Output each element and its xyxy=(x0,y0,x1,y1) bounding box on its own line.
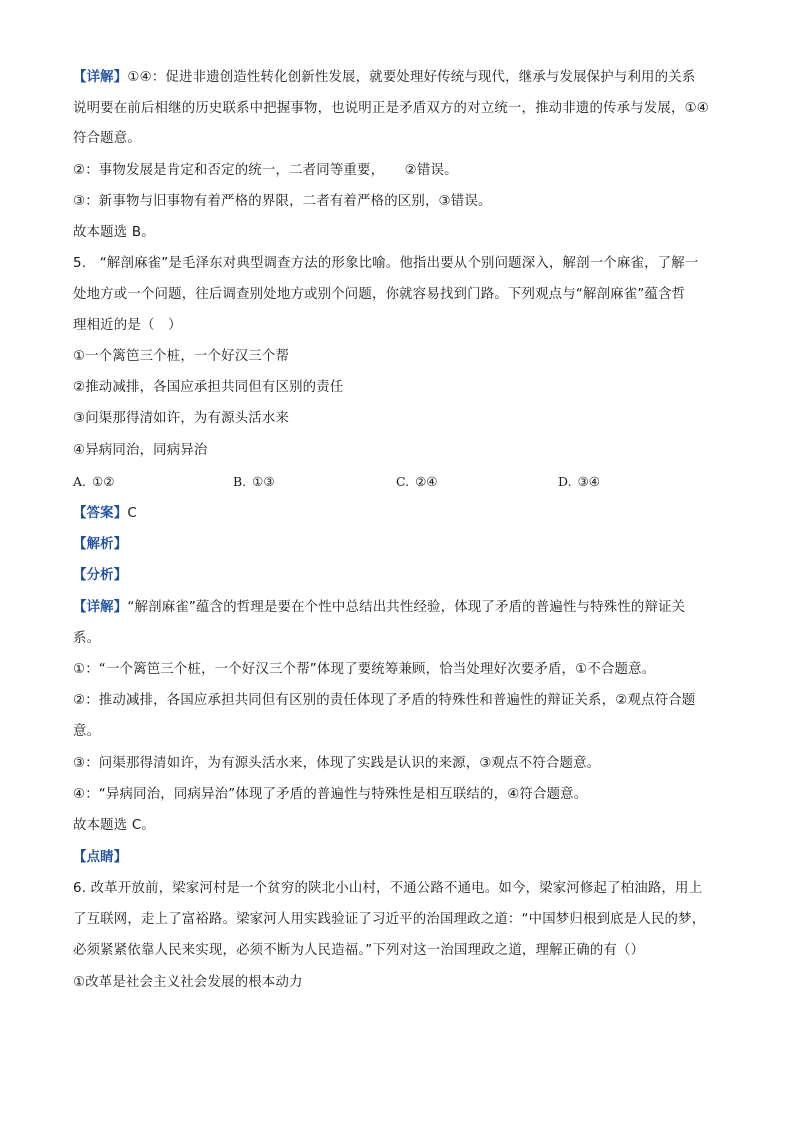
section-tag: 【点睛】 xyxy=(73,850,128,865)
line-text: 说明要在前后相继的历史联系中把握事物，也说明正是矛盾双方的对立统一，推动非遗的传承与发展，①④ xyxy=(73,101,709,116)
text-line xyxy=(73,785,587,805)
option-text: ①③ xyxy=(252,474,275,489)
text-line xyxy=(73,660,655,680)
line-text: 处地方或一个问题，往后调查别处地方或别个问题，你就容易找到门路。下列观点与“解剖麻雀”蕴含哲 xyxy=(73,287,686,302)
text-line xyxy=(73,409,289,429)
section-tag: 【详解】 xyxy=(73,70,128,85)
answer-option xyxy=(558,472,600,492)
answer-option xyxy=(233,472,275,492)
section-tag: 【详解】 xyxy=(73,600,128,615)
option-label: B. xyxy=(233,474,247,489)
text-line xyxy=(73,722,100,742)
text-line xyxy=(73,129,141,149)
line-text: 意。 xyxy=(73,724,101,739)
line-text: ③问渠那得清如许，为有源头活水来 xyxy=(73,411,290,426)
line-text: ④：“异病同治，同病异治”体现了矛盾的普遍性与特殊性是相互联结的，④符合题意。 xyxy=(73,787,588,802)
text-line xyxy=(73,848,127,868)
line-text: ③：问渠那得清如许，为有源头活水来，体现了实践是认识的来源，③观点不符合题意。 xyxy=(73,756,601,771)
line-text: ①④：促进非遗创造性转化创新性发展，就要处理好传统与现代，继承与发展保护与利用的关系 xyxy=(127,70,696,85)
line-text: 理相近的是（ ） xyxy=(73,318,182,333)
text-line xyxy=(73,629,100,649)
text-line xyxy=(73,285,685,305)
option-label: A. xyxy=(73,474,87,489)
line-text: ②：事物发展是肯定和否定的统一，二者同等重要， ②错误。 xyxy=(73,163,458,178)
text-line xyxy=(73,566,127,586)
line-text: 故本题选 C。 xyxy=(73,818,155,833)
option-text: ③④ xyxy=(577,474,600,489)
text-line xyxy=(73,316,182,336)
line-text: C xyxy=(127,506,137,521)
line-text: ①：“一个篱笆三个桩，一个好汉三个帮”体现了要统筹兼顾，恰当处理好次要矛盾，①不合题意。 xyxy=(73,662,656,677)
text-line xyxy=(73,223,155,243)
text-line xyxy=(73,598,685,618)
text-line xyxy=(73,973,303,993)
section-tag: 【分析】 xyxy=(73,568,128,583)
answer-option xyxy=(396,472,438,492)
text-line xyxy=(73,816,155,836)
text-line xyxy=(73,879,702,899)
line-text: 系。 xyxy=(73,631,101,646)
text-line xyxy=(73,254,698,274)
text-line xyxy=(73,68,695,88)
text-line xyxy=(73,504,137,524)
text-line xyxy=(73,192,492,212)
option-label: C. xyxy=(396,474,410,489)
line-text: 必须紧紧依靠人民来实现，必须不断为人民造福。”下列对这一治国理政之道，理解正确的有（） xyxy=(73,943,645,958)
line-text: ③：新事物与旧事物有着严格的界限，二者有着严格的区别，③错误。 xyxy=(73,194,492,209)
line-text: 故本题选 B。 xyxy=(73,225,155,240)
line-text: 5. “解剖麻雀”是毛泽东对典型调查方法的形象比喻。他指出要从个别问题深入，解剖一个麻雀，了解一 xyxy=(73,256,699,271)
line-text: ②：推动减排，各国应承担共同但有区别的责任体现了矛盾的特殊性和普遍性的辩证关系，②观点符合题 xyxy=(73,693,696,708)
text-line xyxy=(73,535,127,555)
text-line xyxy=(73,161,458,181)
line-text: “解剖麻雀”蕴含的哲理是要在个性中总结出共性经验，体现了矛盾的普遍性与特殊性的辩证关 xyxy=(127,600,686,615)
text-line xyxy=(73,378,343,398)
line-text: 了互联网，走上了富裕路。梁家河人用实践验证了习近平的治国理政之道：“中国梦归根到底是人民的梦， xyxy=(73,912,706,927)
section-tag: 【答案】 xyxy=(73,506,128,521)
text-line xyxy=(73,910,705,930)
option-label: D. xyxy=(558,474,572,489)
line-text: ①一个篱笆三个桩，一个好汉三个帮 xyxy=(73,349,290,364)
answer-option xyxy=(73,472,114,492)
option-text: ②④ xyxy=(415,474,438,489)
line-text: 符合题意。 xyxy=(73,131,141,146)
line-text: ②推动减排，各国应承担共同但有区别的责任 xyxy=(73,380,344,395)
line-text: 6. 改革开放前，梁家河村是一个贫穷的陕北小山村，不通公路不通电。如今，梁家河修起了柏油路，用上 xyxy=(73,881,703,896)
text-line xyxy=(73,441,208,461)
text-line xyxy=(73,99,709,119)
section-tag: 【解析】 xyxy=(73,537,128,552)
text-line xyxy=(73,941,644,961)
option-text: ①② xyxy=(92,474,115,489)
text-line xyxy=(73,754,600,774)
line-text: ④异病同治，同病异治 xyxy=(73,443,208,458)
line-text: ①改革是社会主义社会发展的根本动力 xyxy=(73,975,303,990)
text-line xyxy=(73,347,289,367)
text-line xyxy=(73,691,695,711)
